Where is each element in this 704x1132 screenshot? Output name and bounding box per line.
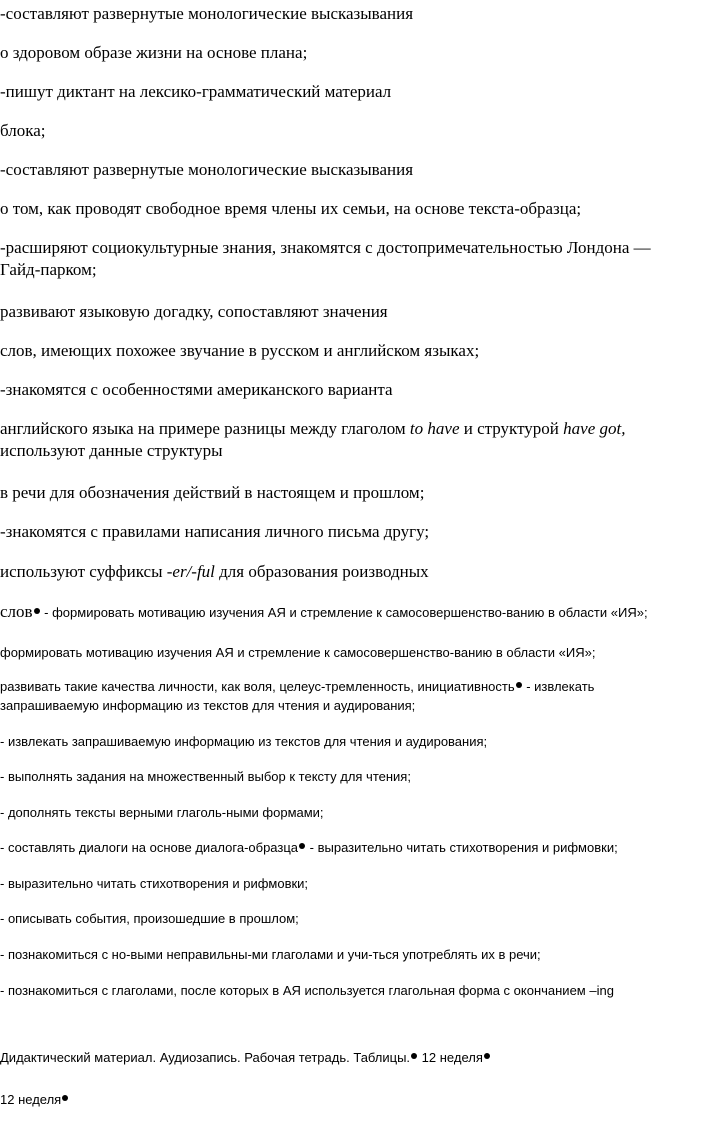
text-line: - выполнять задания на множественный выбор к тексту для чтения; — [0, 769, 411, 784]
text-fragment: - выразительно читать стихотворения и рифмовки; — [306, 840, 618, 855]
text-fragment: для образования роизводных — [214, 562, 429, 581]
week-line — [0, 1092, 704, 1107]
text-line: - извлекать запрашиваемую информацию из текстов для чтения и аудирования; — [0, 734, 488, 749]
text-line: о том, как проводят свободное время члены их семьи, на основе текста-образца; — [0, 199, 582, 218]
text-line: -пишут диктант на лексико-грамматический материал — [0, 82, 392, 101]
text-line — [0, 677, 704, 697]
text-fragment: используют суффиксы — [0, 562, 167, 581]
text-line: блока; — [0, 121, 46, 140]
text-line: -знакомятся с особенностями американского варианта — [0, 380, 393, 399]
bullet-icon — [411, 1053, 417, 1059]
text-fragment: - извлекать — [522, 679, 595, 694]
text-line: - описывать события, произошедшие в прошлом; — [0, 911, 299, 926]
text-fragment: Дидактический материал. Аудиозапись. Рабочая тетрадь. Таблицы. — [0, 1050, 411, 1065]
text-line: в речи для обозначения действий в настоящем и прошлом; — [0, 483, 425, 502]
text-line — [0, 840, 704, 855]
text-line-have — [0, 419, 704, 439]
week-label: 12 неделя — [418, 1050, 483, 1065]
text-line-suffix — [0, 562, 704, 582]
text-line-slov — [0, 602, 704, 622]
text-line: -знакомятся с правилами написания личного письма другу; — [0, 522, 430, 541]
italic-term: to have — [409, 419, 460, 438]
text-line: развивают языковую догадку, сопоставляют значения — [0, 302, 388, 321]
text-line: - познакомиться с глаголами, после которых в АЯ используется глагольная форма с окончанием –ing — [0, 983, 614, 998]
text-line: - познакомиться с но-выми неправильны-ми глаголами и учи-ться употреблять их в речи; — [0, 947, 541, 962]
text-line: формировать мотивацию изучения АЯ и стремление к самосовершенство-ванию в области «ИЯ»; — [0, 645, 596, 660]
text-fragment: - формировать мотивацию изучения АЯ и стремление к самосовершенство-ванию в области «ИЯ»; — [40, 605, 648, 620]
text-line: - выразительно читать стихотворения и рифмовки; — [0, 876, 309, 891]
text-line: Гайд-парком; — [0, 260, 97, 279]
bullet-icon — [299, 843, 305, 849]
text-line: -расширяют социокультурные знания, знакомятся с достопримечательностью Лондона — — [0, 238, 651, 257]
materials-line — [0, 1050, 704, 1065]
text-line: используют данные структуры — [0, 441, 223, 460]
italic-term: -er/-ful — [166, 562, 215, 581]
text-fragment: - составлять диалоги на основе диалога-образца — [0, 840, 299, 855]
bullet-icon — [34, 608, 40, 614]
bullet-icon — [484, 1053, 490, 1059]
italic-term: have got, — [563, 419, 626, 438]
text-fragment: английского языка на примере разницы между глаголом — [0, 419, 410, 438]
text-fragment: развивать такие качества личности, как воля, целеус-тремленность, инициативность — [0, 679, 515, 694]
text-line: запрашиваемую информацию из текстов для чтения и аудирования; — [0, 698, 416, 713]
bullet-icon — [62, 1095, 68, 1101]
text-line: о здоровом образе жизни на основе плана; — [0, 43, 308, 62]
text-fragment: и структурой — [459, 419, 564, 438]
text-line: слов, имеющих похожее звучание в русском и английском языках; — [0, 341, 480, 360]
text-line: - дополнять тексты верными глаголь-ными формами; — [0, 805, 324, 820]
week-label: 12 неделя — [0, 1092, 62, 1107]
text-fragment: слов — [0, 602, 33, 621]
text-line: -составляют развернутые монологические высказывания — [0, 160, 414, 179]
text-line: -составляют развернутые монологические высказывания — [0, 4, 414, 23]
bullet-icon — [516, 682, 522, 688]
